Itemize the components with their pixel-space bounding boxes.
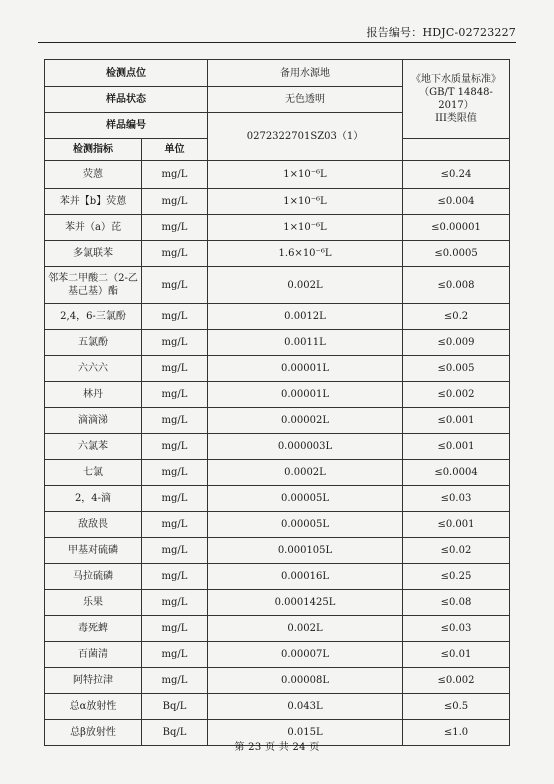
- limit-cell: ≤0.004: [403, 189, 510, 215]
- unit-cell: mg/L: [142, 267, 208, 304]
- result-cell: 0.015L: [208, 720, 403, 746]
- indicator-cell: 林丹: [45, 382, 142, 408]
- table-row: [45, 538, 510, 564]
- unit-cell: mg/L: [142, 512, 208, 538]
- limit-cell: ≤0.08: [403, 590, 510, 616]
- result-cell: 0.00005L: [208, 512, 403, 538]
- result-cell: 0.002L: [208, 616, 403, 642]
- report-number: 报告编号：HDJC-02723227: [366, 26, 516, 39]
- result-cell: 0.0012L: [208, 304, 403, 330]
- result-cell: 0.043L: [208, 694, 403, 720]
- unit-cell: mg/L: [142, 382, 208, 408]
- unit-cell: mg/L: [142, 486, 208, 512]
- table-row: [45, 408, 510, 434]
- indicator-cell: 乐果: [45, 590, 142, 616]
- table-row: [45, 668, 510, 694]
- indicator-column-header: 检测指标: [45, 139, 142, 161]
- indicator-cell: 总β放射性: [45, 720, 142, 746]
- result-cell: 0.00008L: [208, 668, 403, 694]
- indicator-cell: 百菌清: [45, 642, 142, 668]
- unit-cell: mg/L: [142, 189, 208, 215]
- result-cell: 0.00007L: [208, 642, 403, 668]
- unit-cell: mg/L: [142, 408, 208, 434]
- limit-cell: ≤0.0005: [403, 241, 510, 267]
- limit-cell: ≤0.001: [403, 512, 510, 538]
- info-row-site: [45, 60, 510, 87]
- unit-cell: mg/L: [142, 642, 208, 668]
- standard-line-1: 《地下水质量标准》: [411, 74, 501, 85]
- result-cell: 1.6×10⁻⁶L: [208, 241, 403, 267]
- unit-cell: mg/L: [142, 434, 208, 460]
- sample-no-value: 0272322701SZ03（1）: [208, 113, 403, 161]
- limit-cell: ≤0.002: [403, 668, 510, 694]
- limit-cell: ≤1.0: [403, 720, 510, 746]
- site-label: 检测点位: [45, 60, 208, 87]
- indicator-cell: 荧蒽: [45, 161, 142, 189]
- table-row: [45, 189, 510, 215]
- results-table: [44, 59, 510, 746]
- state-label: 样品状态: [45, 87, 208, 113]
- table-row: [45, 460, 510, 486]
- unit-cell: mg/L: [142, 161, 208, 189]
- indicator-cell: 敌敌畏: [45, 512, 142, 538]
- empty-header-cell: [403, 139, 510, 161]
- limit-cell: ≤0.25: [403, 564, 510, 590]
- indicator-cell: 苯并【b】荧蒽: [45, 189, 142, 215]
- table-row: [45, 564, 510, 590]
- limit-cell: ≤0.0004: [403, 460, 510, 486]
- unit-cell: mg/L: [142, 330, 208, 356]
- limit-cell: ≤0.001: [403, 434, 510, 460]
- table-row: [45, 161, 510, 189]
- indicator-cell: 邻苯二甲酸二（2-乙基己基）酯: [45, 267, 142, 304]
- indicator-cell: 阿特拉津: [45, 668, 142, 694]
- limit-cell: ≤0.02: [403, 538, 510, 564]
- table-row: [45, 267, 510, 304]
- table-row: [45, 356, 510, 382]
- table-row: [45, 434, 510, 460]
- unit-cell: mg/L: [142, 538, 208, 564]
- unit-cell: Bq/L: [142, 694, 208, 720]
- table-row: [45, 241, 510, 267]
- unit-cell: mg/L: [142, 241, 208, 267]
- table-row: [45, 215, 510, 241]
- page-footer: 第 23 页 共 24 页: [234, 742, 320, 753]
- table-row: [45, 694, 510, 720]
- result-cell: 0.002L: [208, 267, 403, 304]
- unit-cell: mg/L: [142, 616, 208, 642]
- indicator-cell: 七氯: [45, 460, 142, 486]
- result-cell: 0.00005L: [208, 486, 403, 512]
- limit-cell: ≤0.5: [403, 694, 510, 720]
- unit-cell: mg/L: [142, 668, 208, 694]
- limit-cell: ≤0.00001: [403, 215, 510, 241]
- site-value: 备用水源地: [208, 60, 403, 87]
- unit-cell: mg/L: [142, 304, 208, 330]
- results-table-body: [45, 60, 510, 746]
- unit-cell: Bq/L: [142, 720, 208, 746]
- standard-line-2: （GB/T 14848-2017）: [419, 87, 493, 111]
- unit-cell: mg/L: [142, 460, 208, 486]
- result-cell: 0.000105L: [208, 538, 403, 564]
- result-cell: 0.00016L: [208, 564, 403, 590]
- limit-cell: ≤0.005: [403, 356, 510, 382]
- result-cell: 0.00001L: [208, 382, 403, 408]
- result-cell: 0.0002L: [208, 460, 403, 486]
- indicator-cell: 甲基对硫磷: [45, 538, 142, 564]
- limit-cell: ≤0.03: [403, 486, 510, 512]
- limit-cell: ≤0.008: [403, 267, 510, 304]
- indicator-cell: 总α放射性: [45, 694, 142, 720]
- indicator-cell: 2，4-滴: [45, 486, 142, 512]
- limit-cell: ≤0.001: [403, 408, 510, 434]
- table-row: [45, 330, 510, 356]
- standard-line-3: III类限值: [435, 113, 477, 124]
- indicator-cell: 五氯酚: [45, 330, 142, 356]
- limit-cell: ≤0.2: [403, 304, 510, 330]
- limit-cell: ≤0.01: [403, 642, 510, 668]
- unit-cell: mg/L: [142, 215, 208, 241]
- indicator-cell: 马拉硫磷: [45, 564, 142, 590]
- result-cell: 0.000003L: [208, 434, 403, 460]
- indicator-cell: 毒死蜱: [45, 616, 142, 642]
- result-cell: 0.0011L: [208, 330, 403, 356]
- result-cell: 0.00001L: [208, 356, 403, 382]
- indicator-cell: 六六六: [45, 356, 142, 382]
- sample-no-label: 样品编号: [45, 113, 208, 139]
- limit-cell: ≤0.002: [403, 382, 510, 408]
- limit-cell: ≤0.24: [403, 161, 510, 189]
- indicator-cell: 苯并（a）芘: [45, 215, 142, 241]
- limit-cell: ≤0.009: [403, 330, 510, 356]
- standard-cell: [403, 60, 510, 139]
- state-value: 无色透明: [208, 87, 403, 113]
- result-cell: 0.0001425L: [208, 590, 403, 616]
- unit-cell: mg/L: [142, 590, 208, 616]
- result-cell: 0.00002L: [208, 408, 403, 434]
- table-row: [45, 642, 510, 668]
- header-rule: [38, 42, 516, 43]
- indicator-cell: 滴滴涕: [45, 408, 142, 434]
- result-cell: 1×10⁻⁶L: [208, 189, 403, 215]
- table-row: [45, 590, 510, 616]
- table-row: [45, 616, 510, 642]
- table-row: [45, 382, 510, 408]
- table-row: [45, 486, 510, 512]
- unit-cell: mg/L: [142, 564, 208, 590]
- result-cell: 1×10⁻⁶L: [208, 161, 403, 189]
- indicator-cell: 2,4，6-三氯酚: [45, 304, 142, 330]
- limit-cell: ≤0.03: [403, 616, 510, 642]
- result-cell: 1×10⁻⁶L: [208, 215, 403, 241]
- table-row: [45, 512, 510, 538]
- unit-column-header: 单位: [142, 139, 208, 161]
- table-row: [45, 304, 510, 330]
- indicator-cell: 多氯联苯: [45, 241, 142, 267]
- unit-cell: mg/L: [142, 356, 208, 382]
- indicator-cell: 六氯苯: [45, 434, 142, 460]
